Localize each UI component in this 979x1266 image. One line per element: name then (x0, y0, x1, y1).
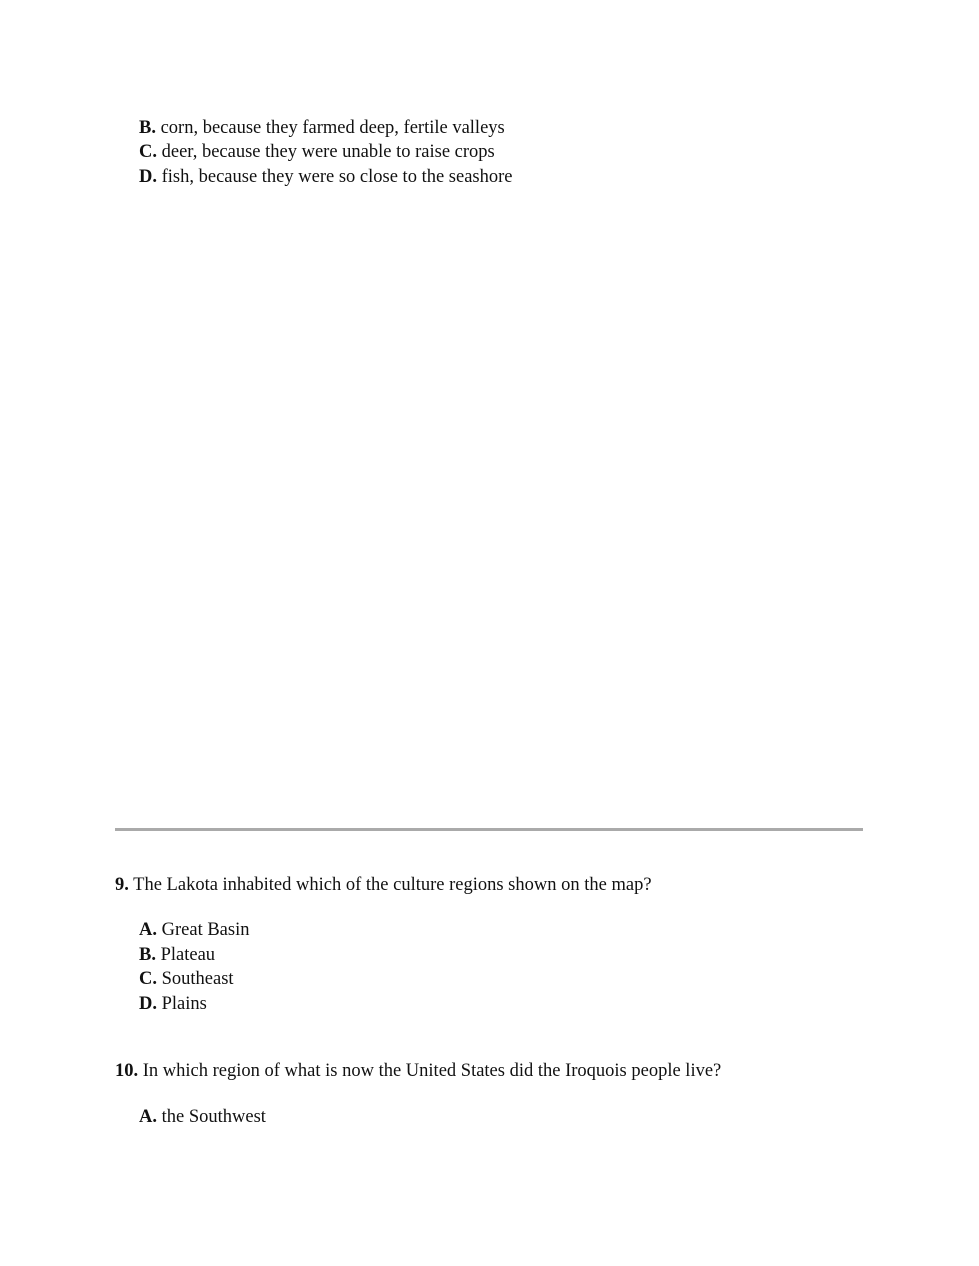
prev-choice-b (139, 117, 505, 139)
choice-text: Great Basin (157, 920, 250, 940)
choice-text: Plateau (155, 945, 216, 965)
choice-text: Southeast (157, 969, 234, 989)
prev-choice-d (139, 166, 512, 188)
section-divider (115, 828, 863, 831)
question-10-prompt (115, 1060, 721, 1082)
choice-letter: B. (139, 945, 156, 965)
q9-choice-b (139, 944, 215, 966)
question-text: In which region of what is now the United States did the Iroquois people live? (138, 1061, 722, 1081)
choice-letter: D. (139, 167, 157, 187)
question-number: 10. (115, 1061, 139, 1081)
choice-letter: C. (139, 969, 157, 989)
choice-text: the Southwest (157, 1107, 266, 1127)
choice-text: Plains (157, 994, 207, 1014)
choice-letter: C. (139, 142, 157, 162)
question-9-prompt (115, 874, 652, 896)
question-number: 9. (115, 875, 129, 895)
choice-text: deer, because they were unable to raise crops (157, 142, 495, 162)
choice-text: fish, because they were so close to the seashore (157, 167, 513, 187)
q9-choice-c (139, 968, 234, 990)
question-text: The Lakota inhabited which of the culture regions shown on the map? (128, 875, 652, 895)
q9-choice-d (139, 993, 207, 1015)
choice-text: corn, because they farmed deep, fertile valleys (155, 118, 505, 138)
q9-choice-a (139, 919, 249, 941)
choice-letter: D. (139, 994, 157, 1014)
q10-choice-a (139, 1106, 266, 1128)
choice-letter: B. (139, 118, 156, 138)
prev-choice-c (139, 141, 495, 163)
choice-letter: A. (139, 1107, 157, 1127)
choice-letter: A. (139, 920, 157, 940)
